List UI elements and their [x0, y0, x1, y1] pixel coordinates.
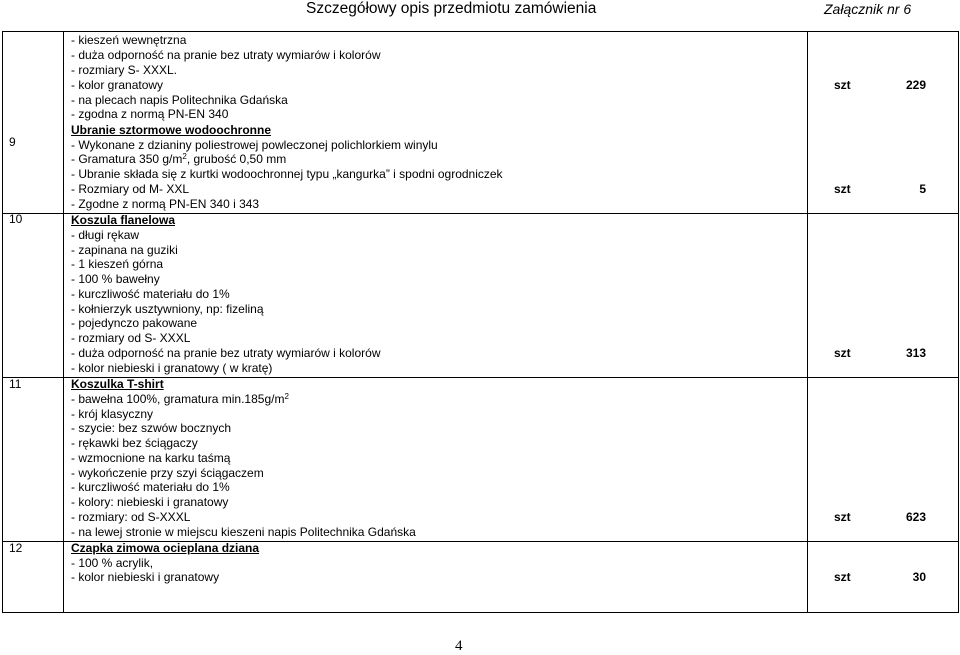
column-divider — [807, 32, 808, 612]
list-item: - kolory: niebieski i granatowy — [71, 495, 229, 509]
list-item: - rozmiary od S- XXXL — [71, 331, 191, 345]
list-item: - kolor niebieski i granatowy — [71, 570, 220, 584]
list-item: - bawełna 100%, gramatura $\min.185g/m^2$ — [71, 392, 289, 406]
list-item: - Rozmiary od M- XXL — [71, 182, 190, 196]
unit-label: szt — [834, 510, 851, 524]
list-item: - 100 % acrylik, — [71, 556, 154, 570]
list-item: - wykończenie przy szyi ściągaczem — [71, 466, 264, 480]
list-item: - Wykonane z dzianiny poliestrowej powleczonej polichlorkiem winylu — [71, 138, 438, 152]
quantity-value: 313 — [905, 346, 926, 360]
list-item: - zgodna z normą PN-EN 340 — [71, 107, 229, 121]
row-number: 12 — [9, 541, 23, 555]
item-title: Czapka zimowa ocieplana dziana — [71, 541, 260, 555]
list-item: - duża odporność na pranie bez utraty wymiarów i kolorów — [71, 48, 381, 62]
column-divider — [63, 32, 64, 612]
quantity-value: 229 — [905, 78, 926, 92]
list-item: - długi rękaw — [71, 228, 140, 242]
row-number: 10 — [9, 212, 23, 226]
list-item: - kurczliwość materiału do 1% — [71, 480, 230, 494]
list-item: - kolor granatowy — [71, 78, 164, 92]
list-item: - szycie: bez szwów bocznych — [71, 421, 232, 435]
list-item: - 100 % bawełny — [71, 272, 160, 286]
quantity-value: 5 — [919, 182, 926, 196]
unit-label: szt — [834, 182, 851, 196]
list-item: - pojedynczo pakowane — [71, 316, 198, 330]
list-item: - kieszeń wewnętrzna — [71, 33, 187, 47]
list-item: - rękawki bez ściągaczy — [71, 436, 198, 450]
superscript: 2 — [284, 392, 289, 401]
list-item: - Gramatura 350 $g/m^2$, grubość 0,50 mm — [71, 152, 287, 166]
list-item: - Ubranie składa się z kurtki wodoochronnej typu „kangurka” i spodni ogrodniczek — [71, 167, 503, 181]
item-title: Koszulka T-shirt — [71, 377, 164, 391]
quantity-value: 623 — [905, 510, 926, 524]
unit-label: szt — [834, 570, 851, 584]
page-number: 4 — [455, 638, 463, 654]
row-number: 11 — [9, 377, 22, 391]
row-number: 9 — [9, 135, 16, 149]
list-item: - duża odporność na pranie bez utraty wymiarów i kolorów — [71, 346, 381, 360]
superscript: 2 — [182, 152, 187, 161]
item-title: Koszula flanelowa — [71, 213, 176, 227]
list-item: - rozmiary S- XXXL. — [71, 63, 178, 77]
page-title: Szczegółowy opis przedmiotu zamówienia — [306, 0, 597, 17]
list-item: - kurczliwość materiału do 1% — [71, 287, 230, 301]
item-title: Ubranie sztormowe wodoochronne — [71, 123, 272, 137]
unit-label: szt — [834, 346, 851, 360]
list-item: - 1 kieszeń górna — [71, 257, 164, 271]
list-item: - rozmiary: od S-XXXL — [71, 510, 191, 524]
list-item: - krój klasyczny — [71, 407, 154, 421]
annex-label: Załącznik nr 6 — [824, 1, 912, 17]
list-item: - na lewej stronie w miejscu kieszeni napis Politechnika Gdańska — [71, 525, 416, 539]
quantity-value: 30 — [912, 570, 926, 584]
order-table — [2, 31, 959, 613]
list-item: - kolor niebieski i granatowy ( w kratę) — [71, 361, 273, 375]
unit-label: szt — [834, 78, 851, 92]
list-item: - Zgodne z normą PN-EN 340 i 343 — [71, 197, 260, 211]
list-item: - wzmocnione na karku taśmą — [71, 451, 231, 465]
list-item: - na plecach napis Politechnika Gdańska — [71, 93, 288, 107]
list-item: - zapinana na guziki — [71, 243, 178, 257]
list-item: - kołnierzyk usztywniony, np: fizeliną — [71, 302, 264, 316]
